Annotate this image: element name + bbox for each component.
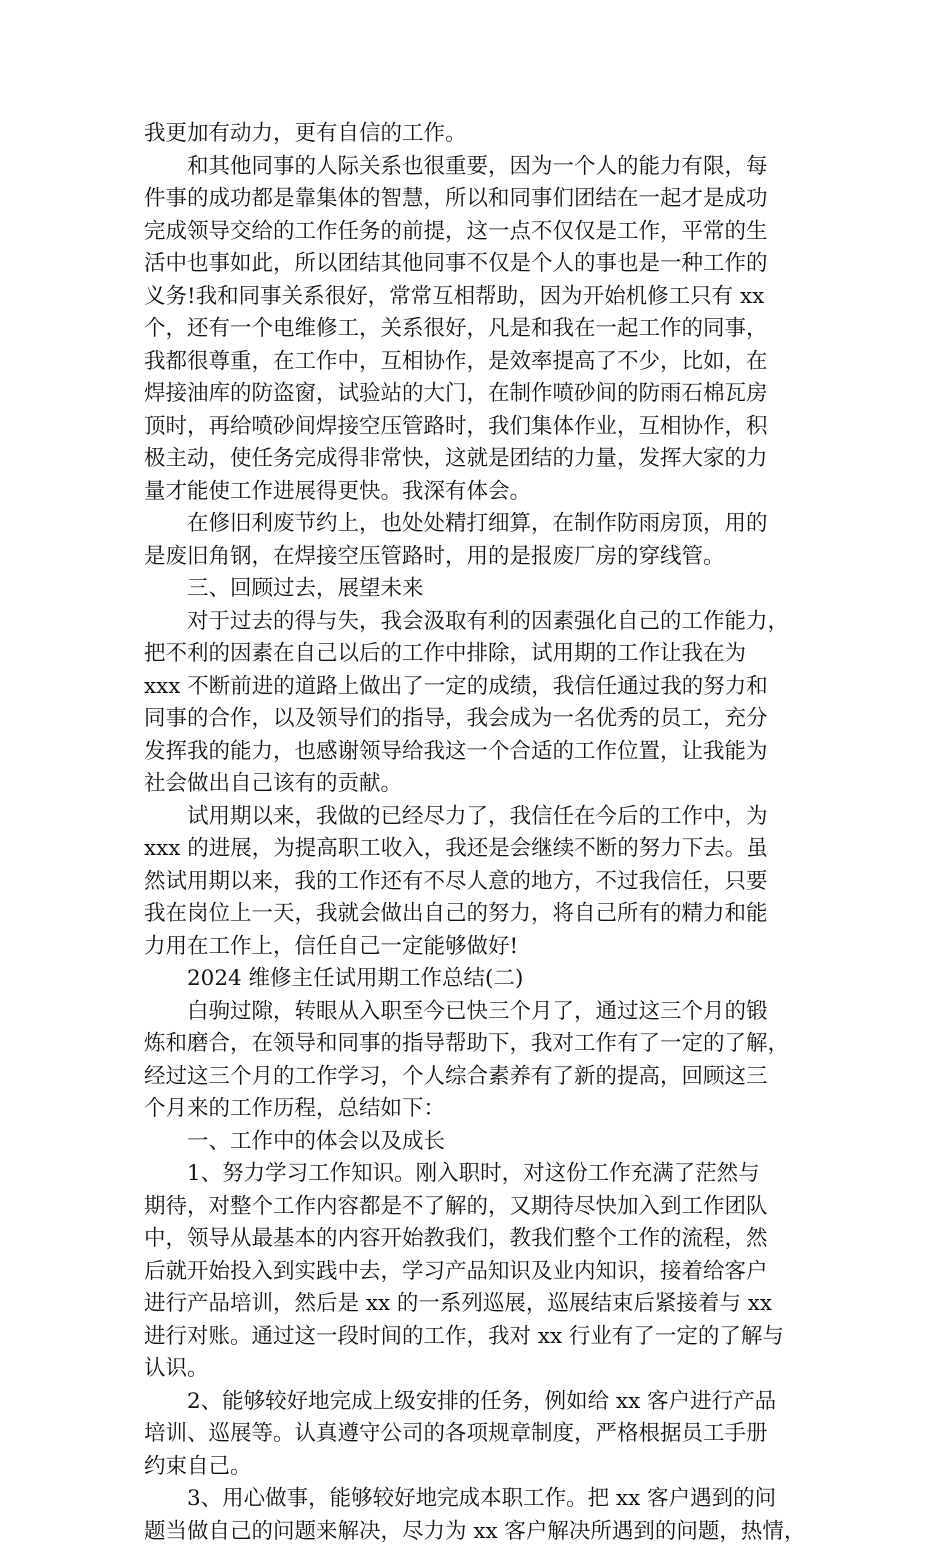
- document-subtitle: 2024 维修主任试用期工作总结(二): [187, 966, 524, 991]
- paragraph-continuation: 我更加有动力，更有自信的工作。: [144, 121, 467, 146]
- paragraph-intro: 白驹过隙，转眼从入职至今已快三个月了，通过这三个月的锻 炼和磨合，在领导和同事的指导帮助下，我对工作有了一定的了解， 经过这三个月的工作学习，个人综合素养有了新的提高，回顾这三 个月来的工作历程，总结如下：: [144, 998, 790, 1121]
- paragraph-item-1: 1、努力学习工作知识。刚入职时，对这份工作充满了茫然与 期待，对整个工作内容都是不了解的，又期待尽快加入到工作团队 中，领导从最基本的内容开始教我们，教我们整个工作的流程，然 后就开始投入到实践中去，学习产品知识及业内知识，接着给客户 进行产品培训，然后是 xx 的一系列巡展，巡展结束后紧接着与 xx 进行对账。通过这一段时间的工作，我对 xx 行业有了一定的了解与 认识。: [144, 1161, 784, 1381]
- paragraph-item-2: 2、能够较好地完成上级安排的任务，例如给 xx 客户进行产品 培训、巡展等。认真遵守公司的各项规章制度，严格根据员工手册 约束自己。: [144, 1388, 777, 1479]
- section-heading-review: 三、回顾过去，展望未来: [187, 576, 424, 601]
- paragraph-probation-effort: 试用期以来，我做的已经尽力了，我信任在今后的工作中，为 xxx 的进展，为提高职工收入，我还是会继续不断的努力下去。虽 然试用期以来，我的工作还有不尽人意的地方，不过我信任，只要 我在岗位上一天，我就会做出自己的努力，将自己所有的精力和能 力用在工作上，信任自己一定能够做好!: [144, 803, 768, 959]
- section-heading-growth: 一、工作中的体会以及成长: [187, 1128, 446, 1154]
- paragraph-past-gains: 对于过去的得与失，我会汲取有利的因素强化自己的工作能力， 把不利的因素在自己以后的工作中排除，试用期的工作让我在为 xxx 不断前进的道路上做出了一定的成绩，我信任通过我的努力和 同事的合作，以及领导们的指导，我会成为一名优秀的员工，充分 发挥我的能力，也感谢领导给我这一个合适的工作位置，让我能为 社会做出自己该有的贡献。: [144, 608, 790, 796]
- paragraph-colleague-relations: 和其他同事的人际关系也很重要，因为一个人的能力有限，每 件事的成功都是靠集体的智慧，所以和同事们团结在一起才是成功 完成领导交给的工作任务的前提，这一点不仅仅是工作，平常的生 活中也事如此，所以团结其他同事不仅是个人的事也是一种工作的 义务!我和同事关系很好，常常互相帮助，因为开始机修工只有 xx 个，还有一个电维修工，关系很好，凡是和我在一起工作的同事， 我都很尊重，在工作中，互相协作，是效率提高了不少，比如，在 焊接油库的防盗窗，试验站的大门，在制作喷砂间的防雨石棉瓦房 顶时，再给喷砂间焊接空压管路时，我们集体作业，互相协作，积 极主动，使任务完成得非常快，这就是团结的力量，发挥大家的力 量才能使工作进展得更快。我深有体会。: [144, 153, 768, 504]
- paragraph-item-3: 3、用心做事，能够较好地完成本职工作。把 xx 客户遇到的问 题当做自己的问题来解决，尽力为 xx 客户解决所遇到的问题，热情，: [144, 1486, 806, 1544]
- document-page: [144, 118, 824, 1548]
- paragraph-saving: 在修旧利废节约上，也处处精打细算，在制作防雨房顶，用的 是废旧角钢，在焊接空压管路时，用的是报废厂房的穿线管。: [144, 511, 768, 569]
